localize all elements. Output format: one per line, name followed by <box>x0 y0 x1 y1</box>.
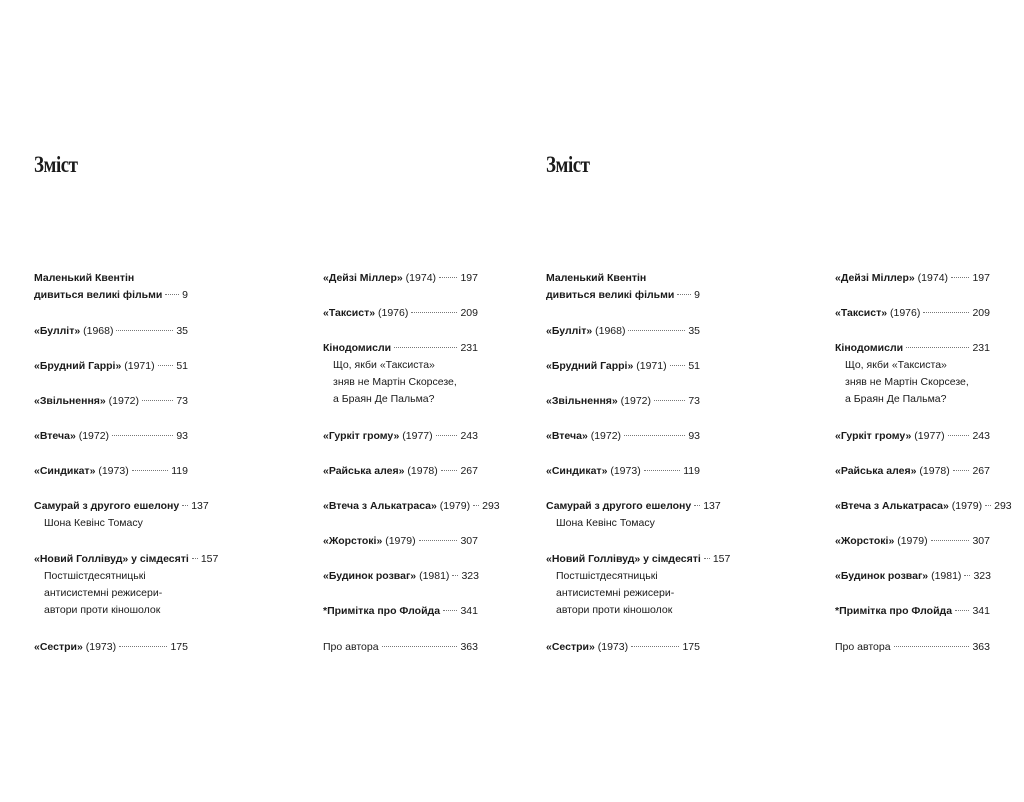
toc-entry <box>546 270 700 304</box>
toc-entry-subtitle: Шона Кевінс Томасу <box>44 517 143 529</box>
toc-entry-title: «Гуркіт грому» <box>323 430 400 442</box>
toc-entry <box>835 305 990 322</box>
toc-entry <box>323 340 478 408</box>
toc-entry-year: (1968) <box>80 325 114 337</box>
toc-entry-year: (1979) <box>894 535 928 547</box>
toc-entry-title: «Таксист» <box>835 307 888 319</box>
toc-entry-title: Про автора <box>323 641 379 653</box>
toc-entry-subtitle: Що, якби «Таксиста» <box>845 359 947 371</box>
toc-entry-title-line <box>546 270 700 287</box>
toc-entry <box>835 639 990 656</box>
toc-entry-row <box>323 568 478 585</box>
toc-entry-title: «Брудний Гаррі» <box>546 360 634 372</box>
toc-entry-title: «Булліт» <box>34 325 81 337</box>
toc-entry-subtitle: Постшістдесятницькі <box>556 570 658 582</box>
toc-entry-row <box>835 498 1012 515</box>
toc-entry-year: (1972) <box>617 395 652 407</box>
toc-page-number: 35 <box>176 325 188 337</box>
toc-entry-title: *Примітка про Флойда <box>323 605 441 617</box>
toc-entry <box>323 568 478 585</box>
page-title: Зміст <box>546 152 590 177</box>
toc-entry-row <box>323 340 478 357</box>
dot-leader <box>654 400 685 401</box>
toc-page-number: 197 <box>460 272 478 284</box>
toc-entry-row <box>34 639 188 656</box>
dot-leader <box>670 365 686 366</box>
toc-entry-row <box>323 428 478 445</box>
toc-entry <box>323 270 478 287</box>
toc-page-number: 137 <box>191 500 209 512</box>
toc-entry-title: «Втеча» <box>546 430 588 442</box>
toc-page-number: 197 <box>972 272 990 284</box>
toc-page-number: 73 <box>688 395 700 407</box>
dot-leader <box>951 277 969 278</box>
toc-entry-row <box>323 463 478 480</box>
toc-entry-title: Маленький Квентін <box>34 272 135 284</box>
toc-entry-row <box>835 305 990 322</box>
toc-entry-title: «Жорстокі» <box>323 535 383 547</box>
toc-entry <box>34 270 188 304</box>
toc-page-number: 9 <box>694 289 700 301</box>
dot-leader <box>116 330 173 331</box>
toc-entry <box>546 551 731 619</box>
toc-entry-subtitle: а Браян Де Пальма? <box>845 393 947 405</box>
toc-entry-title: «Новий Голлівуд» у сімдесяті <box>546 553 701 565</box>
toc-entry <box>34 498 209 532</box>
toc-entry-row <box>323 305 478 322</box>
toc-entry-year: (1978) <box>404 465 438 477</box>
toc-page-number: 9 <box>182 289 188 301</box>
dot-leader <box>948 435 970 436</box>
toc-page-number: 137 <box>703 500 721 512</box>
toc-entry-title: «Райська алея» <box>835 465 917 477</box>
toc-page-number: 119 <box>171 465 188 477</box>
toc-page-number: 267 <box>972 465 990 477</box>
toc-entry-year: (1971) <box>121 360 155 372</box>
toc-entry-row <box>546 358 700 375</box>
toc-entry <box>34 428 188 445</box>
toc-entry-row <box>546 393 700 410</box>
toc-entry-subtitle: автори проти кіношолок <box>44 604 161 616</box>
toc-entry <box>323 498 500 515</box>
toc-entry-row <box>323 603 478 620</box>
toc-entry-title: Самурай з другого ешелону <box>546 500 692 512</box>
toc-entry-row <box>835 270 990 287</box>
toc-entry-title: «Брудний Гаррі» <box>34 360 122 372</box>
toc-entry-row <box>34 463 188 480</box>
toc-entry-title: «Втеча з Алькатраса» <box>835 500 949 512</box>
dot-leader <box>112 435 173 436</box>
dot-leader <box>628 330 685 331</box>
dot-leader <box>158 365 174 366</box>
toc-entry-title: дивиться великі фільми <box>34 289 163 301</box>
toc-entry-year: (1979) <box>382 535 416 547</box>
toc-entry <box>323 305 478 322</box>
toc-entry-row <box>323 498 500 515</box>
toc-entry-title-line <box>34 270 188 287</box>
toc-entry-year: (1973) <box>594 641 629 653</box>
toc-entry-title: Самурай з другого ешелону <box>34 500 180 512</box>
toc-entry <box>546 428 700 445</box>
toc-page-number: 293 <box>482 500 500 512</box>
dot-leader <box>411 312 457 313</box>
toc-entry <box>546 463 700 480</box>
toc-entry-year: (1973) <box>607 465 641 477</box>
dot-leader <box>894 646 970 647</box>
toc-entry <box>835 270 990 287</box>
dot-leader <box>694 505 700 506</box>
toc-entry-title: «Таксист» <box>323 307 376 319</box>
toc-page-number: 35 <box>688 325 700 337</box>
dot-leader <box>165 294 179 295</box>
toc-entry-title: Маленький Квентін <box>546 272 647 284</box>
toc-entry-title: «Райська алея» <box>323 465 405 477</box>
toc-entry-year: (1977) <box>399 430 433 442</box>
toc-entry-subtitle: зняв не Мартін Скорсезе, <box>845 376 969 388</box>
toc-page-number: 341 <box>460 605 478 617</box>
toc-entry-row <box>835 568 990 585</box>
toc-entry-row <box>546 463 700 480</box>
toc-entry-row <box>835 533 990 550</box>
toc-entry-year: (1968) <box>592 325 626 337</box>
page-title: Зміст <box>34 152 78 177</box>
toc-entry-title: *Примітка про Флойда <box>835 605 953 617</box>
dot-leader <box>452 575 458 576</box>
toc-entry <box>323 603 478 620</box>
toc-entry-row <box>835 463 990 480</box>
dot-leader <box>953 470 970 471</box>
toc-entry-year: (1981) <box>928 570 962 582</box>
toc-entry <box>546 358 700 375</box>
toc-entry-title: «Жорстокі» <box>835 535 895 547</box>
toc-entry <box>546 639 700 656</box>
toc-entry-title: дивиться великі фільми <box>546 289 675 301</box>
toc-entry-row <box>34 428 188 445</box>
toc-entry-row <box>34 358 188 375</box>
toc-entry-year: (1978) <box>916 465 950 477</box>
toc-page-number: 209 <box>972 307 990 319</box>
toc-entry-row <box>546 498 721 515</box>
toc-entry <box>835 498 1012 515</box>
toc-page-number: 157 <box>200 553 219 565</box>
toc-entry-row <box>323 270 478 287</box>
toc-entry-row <box>835 340 990 357</box>
toc-entry <box>835 603 990 620</box>
dot-leader <box>441 470 458 471</box>
toc-entry <box>323 533 478 550</box>
toc-entry <box>34 551 219 619</box>
toc-page-number: 231 <box>972 342 990 354</box>
toc-entry-subtitle: антисистемні режисери- <box>556 587 675 599</box>
dot-leader <box>132 470 169 471</box>
toc-entry-title: «Синдикат» <box>34 465 96 477</box>
dot-leader <box>382 646 458 647</box>
toc-entry <box>835 568 990 585</box>
toc-entry <box>835 428 990 445</box>
toc-page-number: 363 <box>460 641 478 653</box>
toc-entry-title: «Булліт» <box>546 325 593 337</box>
toc-page-number: 231 <box>460 342 478 354</box>
dot-leader <box>436 435 458 436</box>
dot-leader <box>644 470 681 471</box>
toc-page-number: 73 <box>176 395 188 407</box>
toc-entry-year: (1977) <box>911 430 945 442</box>
dot-leader <box>906 347 969 348</box>
toc-entry-title: «Синдикат» <box>546 465 608 477</box>
toc-entry-year: (1976) <box>375 307 409 319</box>
dot-leader <box>394 347 457 348</box>
toc-entry-year: (1973) <box>95 465 129 477</box>
dot-leader <box>182 505 188 506</box>
dot-leader <box>142 400 173 401</box>
toc-entry-title: «Новий Голлівуд» у сімдесяті <box>34 553 189 565</box>
toc-entry-row <box>546 639 700 656</box>
toc-entry-title: «Сестри» <box>34 641 83 653</box>
dot-leader <box>473 505 479 506</box>
toc-entry-row <box>323 533 478 550</box>
dot-leader <box>955 610 969 611</box>
toc-entry <box>835 463 990 480</box>
toc-entry <box>34 463 188 480</box>
toc-page-number: 323 <box>461 570 479 582</box>
toc-entry-year: (1972) <box>587 430 622 442</box>
toc-entry-row <box>835 428 990 445</box>
toc-entry-year: (1979) <box>948 500 983 512</box>
toc-entry-row <box>546 287 700 304</box>
toc-entry-year: (1974) <box>914 272 949 284</box>
toc-entry <box>546 323 700 340</box>
dot-leader <box>985 505 991 506</box>
toc-entry <box>835 340 990 408</box>
toc-entry-year: (1972) <box>105 395 140 407</box>
toc-entry-subtitle: автори проти кіношолок <box>556 604 673 616</box>
toc-entry <box>323 463 478 480</box>
dot-leader <box>419 540 458 541</box>
toc-entry-title: «Звільнення» <box>546 395 618 407</box>
toc-entry-title: Кінодомисли <box>835 342 904 354</box>
toc-entry-year: (1971) <box>633 360 667 372</box>
toc-entry <box>34 639 188 656</box>
toc-entry <box>323 639 478 656</box>
toc-entry-year: (1979) <box>436 500 471 512</box>
dot-leader <box>677 294 691 295</box>
toc-page-number: 93 <box>176 430 188 442</box>
toc-entry-subtitle: зняв не Мартін Скорсезе, <box>333 376 457 388</box>
toc-page-number: 175 <box>682 641 700 653</box>
toc-page-number: 175 <box>170 641 188 653</box>
toc-entry-subtitle: а Браян Де Пальма? <box>333 393 435 405</box>
toc-page-number: 341 <box>972 605 990 617</box>
toc-entry-title: «Будинок розваг» <box>835 570 929 582</box>
toc-entry <box>34 393 188 410</box>
toc-entry-subtitle: Постшістдесятницькі <box>44 570 146 582</box>
dot-leader <box>192 558 198 559</box>
toc-entry-subtitle: Шона Кевінс Томасу <box>556 517 655 529</box>
toc-page-number: 243 <box>972 430 990 442</box>
dot-leader <box>923 312 969 313</box>
toc-page-number: 93 <box>688 430 700 442</box>
toc-page-number: 243 <box>460 430 478 442</box>
dot-leader <box>964 575 970 576</box>
toc-entry-title: Кінодомисли <box>323 342 392 354</box>
toc-entry-row <box>546 428 700 445</box>
toc-entry-row <box>34 393 188 410</box>
toc-entry-year: (1981) <box>416 570 450 582</box>
dot-leader <box>443 610 457 611</box>
toc-entry-title: «Звільнення» <box>34 395 106 407</box>
toc-entry-title: «Гуркіт грому» <box>835 430 912 442</box>
toc-entry-row <box>835 639 990 656</box>
toc-page-number: 293 <box>994 500 1012 512</box>
right-page <box>512 0 1024 802</box>
toc-entry-title: «Втеча» <box>34 430 76 442</box>
toc-entry-title: «Втеча з Алькатраса» <box>323 500 437 512</box>
toc-entry-row <box>546 323 700 340</box>
toc-entry-title: Про автора <box>835 641 891 653</box>
toc-page-number: 209 <box>460 307 478 319</box>
toc-page-number: 51 <box>688 360 700 372</box>
toc-entry-title: «Сестри» <box>546 641 595 653</box>
toc-entry-year: (1976) <box>887 307 921 319</box>
toc-entry-subtitle: Що, якби «Таксиста» <box>333 359 435 371</box>
toc-entry-row <box>34 498 209 515</box>
toc-page-number: 323 <box>973 570 991 582</box>
toc-entry-row <box>323 639 478 656</box>
toc-entry-year: (1973) <box>82 641 117 653</box>
toc-entry-title: «Дейзі Міллер» <box>323 272 403 284</box>
toc-page-number: 51 <box>176 360 188 372</box>
toc-entry-year: (1972) <box>75 430 110 442</box>
toc-entry <box>835 533 990 550</box>
toc-page-number: 363 <box>972 641 990 653</box>
toc-page-number: 307 <box>972 535 990 547</box>
toc-entry-subtitle: антисистемні режисери- <box>44 587 163 599</box>
toc-entry-title: «Дейзі Міллер» <box>835 272 915 284</box>
toc-page-number: 119 <box>683 465 700 477</box>
toc-entry-year: (1974) <box>402 272 437 284</box>
toc-entry-title: «Будинок розваг» <box>323 570 417 582</box>
dot-leader <box>931 540 970 541</box>
toc-entry <box>546 498 721 532</box>
dot-leader <box>119 646 167 647</box>
toc-entry-row <box>34 323 188 340</box>
toc-entry-row <box>34 287 188 304</box>
toc-entry-row <box>546 551 731 568</box>
dot-leader <box>624 435 685 436</box>
toc-page-number: 267 <box>460 465 478 477</box>
dot-leader <box>439 277 457 278</box>
toc-entry <box>34 358 188 375</box>
toc-entry <box>34 323 188 340</box>
toc-page-number: 157 <box>712 553 731 565</box>
toc-entry-row <box>34 551 219 568</box>
toc-entry <box>323 428 478 445</box>
dot-leader <box>704 558 710 559</box>
dot-leader <box>631 646 679 647</box>
toc-entry-row <box>835 603 990 620</box>
toc-entry <box>546 393 700 410</box>
toc-page-number: 307 <box>460 535 478 547</box>
